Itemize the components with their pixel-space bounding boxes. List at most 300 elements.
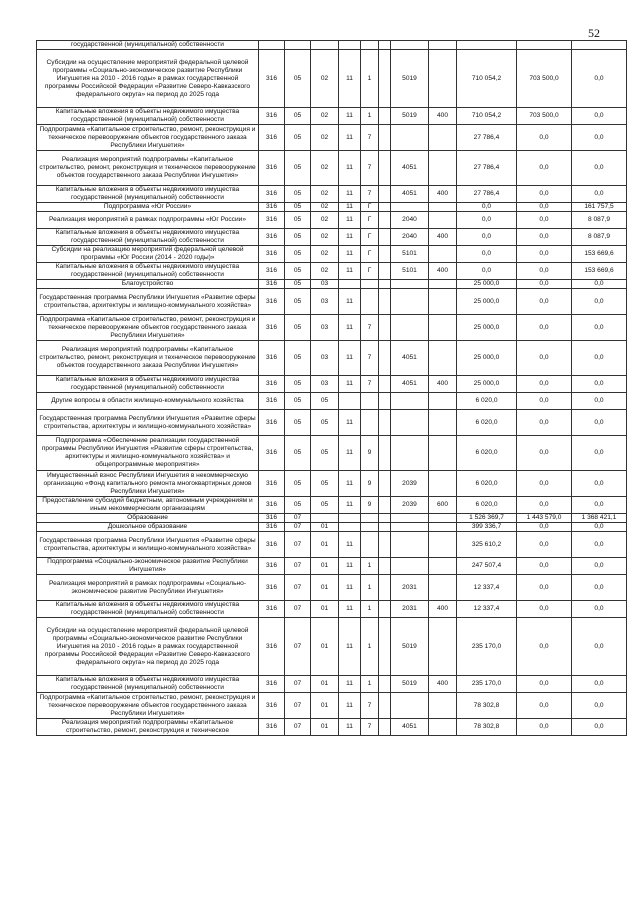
table-row bbox=[37, 471, 627, 497]
cell-v2: 0,0 bbox=[517, 246, 572, 263]
cell-cs3 bbox=[379, 108, 391, 125]
cell-cs3 bbox=[379, 676, 391, 693]
table-row bbox=[37, 558, 627, 575]
cell-cs1: 11 bbox=[339, 471, 361, 497]
cell-v2: 0,0 bbox=[517, 186, 572, 203]
cell-vr bbox=[429, 719, 457, 736]
cell-vr: 400 bbox=[429, 601, 457, 618]
cell-name: Реализация мероприятий подпрограммы «Капитальное строительство, ремонт, реконструкция и техническое bbox=[37, 719, 259, 736]
cell-vr: 600 bbox=[429, 497, 457, 514]
cell-cs2: 1 bbox=[361, 108, 379, 125]
cell-name: Реализация мероприятий в рамках подпрограммы «Социально-экономическое развитие Республики Ингушетия» bbox=[37, 575, 259, 601]
cell-cs3 bbox=[379, 393, 391, 410]
cell-v1: 12 337,4 bbox=[457, 601, 517, 618]
cell-podrazdel: 05 bbox=[311, 393, 339, 410]
cell-v2: 0,0 bbox=[517, 618, 572, 676]
cell-cs4: 2040 bbox=[391, 212, 429, 229]
cell-admin: 316 bbox=[259, 676, 285, 693]
cell-vr bbox=[429, 393, 457, 410]
cell-razdel: 05 bbox=[285, 376, 311, 393]
cell-cs1: 11 bbox=[339, 618, 361, 676]
cell-cs4 bbox=[391, 125, 429, 151]
cell-cs4: 2039 bbox=[391, 497, 429, 514]
cell-v1 bbox=[457, 41, 517, 50]
cell-v1: 235 170,0 bbox=[457, 676, 517, 693]
cell-admin: 316 bbox=[259, 497, 285, 514]
cell-v3 bbox=[572, 41, 627, 50]
cell-cs1: 11 bbox=[339, 719, 361, 736]
cell-podrazdel: 02 bbox=[311, 108, 339, 125]
cell-cs1: 11 bbox=[339, 186, 361, 203]
cell-v2: 0,0 bbox=[517, 471, 572, 497]
cell-v3: 0,0 bbox=[572, 575, 627, 601]
cell-cs2 bbox=[361, 280, 379, 289]
cell-v2: 703 500,0 bbox=[517, 50, 572, 108]
cell-cs3 bbox=[379, 246, 391, 263]
cell-cs1: 11 bbox=[339, 151, 361, 186]
cell-cs4 bbox=[391, 436, 429, 471]
cell-cs4 bbox=[391, 410, 429, 436]
cell-cs2: 7 bbox=[361, 693, 379, 719]
cell-v1: 6 020,0 bbox=[457, 471, 517, 497]
cell-v2: 0,0 bbox=[517, 393, 572, 410]
cell-cs4 bbox=[391, 532, 429, 558]
cell-cs3 bbox=[379, 203, 391, 212]
cell-v2: 0,0 bbox=[517, 693, 572, 719]
cell-cs4 bbox=[391, 280, 429, 289]
cell-razdel: 05 bbox=[285, 289, 311, 315]
cell-v2: 0,0 bbox=[517, 229, 572, 246]
cell-razdel: 07 bbox=[285, 575, 311, 601]
cell-v2: 0,0 bbox=[517, 558, 572, 575]
cell-v3: 0,0 bbox=[572, 341, 627, 376]
cell-admin: 316 bbox=[259, 263, 285, 280]
cell-name: Подпрограмма «Капитальное строительство, ремонт, реконструкция и техническое перевооружение объектов государственного заказа Республики Ингушетия» bbox=[37, 315, 259, 341]
cell-name: Реализация мероприятий в рамках подпрограммы «Юг России» bbox=[37, 212, 259, 229]
cell-cs3 bbox=[379, 212, 391, 229]
cell-name: Капитальные вложения в объекты недвижимого имущества государственной (муниципальной) собственности bbox=[37, 186, 259, 203]
cell-cs4: 4051 bbox=[391, 151, 429, 186]
cell-cs2: 7 bbox=[361, 125, 379, 151]
cell-cs2 bbox=[361, 41, 379, 50]
cell-cs3 bbox=[379, 693, 391, 719]
cell-razdel: 05 bbox=[285, 471, 311, 497]
cell-cs3 bbox=[379, 523, 391, 532]
cell-cs2 bbox=[361, 393, 379, 410]
cell-cs4: 5101 bbox=[391, 263, 429, 280]
cell-name: Капитальные вложения в объекты недвижимого имущества государственной (муниципальной) собственности bbox=[37, 676, 259, 693]
cell-cs4: 5019 bbox=[391, 108, 429, 125]
cell-podrazdel: 01 bbox=[311, 601, 339, 618]
cell-admin: 316 bbox=[259, 341, 285, 376]
table-row bbox=[37, 108, 627, 125]
cell-v3: 0,0 bbox=[572, 719, 627, 736]
cell-cs2: 1 bbox=[361, 618, 379, 676]
table-body bbox=[37, 41, 627, 736]
cell-v1: 399 336,7 bbox=[457, 523, 517, 532]
cell-cs2: 9 bbox=[361, 436, 379, 471]
table-row bbox=[37, 151, 627, 186]
cell-vr: 400 bbox=[429, 186, 457, 203]
table-row bbox=[37, 523, 627, 532]
cell-razdel: 07 bbox=[285, 601, 311, 618]
cell-v2: 0,0 bbox=[517, 280, 572, 289]
cell-cs1: 11 bbox=[339, 203, 361, 212]
cell-cs3 bbox=[379, 280, 391, 289]
cell-vr bbox=[429, 436, 457, 471]
cell-podrazdel: 05 bbox=[311, 436, 339, 471]
cell-cs1: 11 bbox=[339, 558, 361, 575]
cell-v1: 27 786,4 bbox=[457, 125, 517, 151]
cell-cs4: 4051 bbox=[391, 719, 429, 736]
cell-podrazdel: 01 bbox=[311, 618, 339, 676]
cell-v3: 0,0 bbox=[572, 186, 627, 203]
cell-v3: 8 087,9 bbox=[572, 229, 627, 246]
cell-razdel: 07 bbox=[285, 693, 311, 719]
cell-v2: 0,0 bbox=[517, 532, 572, 558]
cell-v3: 0,0 bbox=[572, 289, 627, 315]
cell-v1: 25 000,0 bbox=[457, 315, 517, 341]
cell-cs2 bbox=[361, 523, 379, 532]
cell-admin: 316 bbox=[259, 212, 285, 229]
cell-podrazdel: 01 bbox=[311, 719, 339, 736]
cell-cs2: 7 bbox=[361, 376, 379, 393]
cell-razdel: 05 bbox=[285, 212, 311, 229]
cell-cs3 bbox=[379, 315, 391, 341]
cell-podrazdel: 03 bbox=[311, 376, 339, 393]
cell-name: Капитальные вложения в объекты недвижимого имущества государственной (муниципальной) собственности bbox=[37, 376, 259, 393]
table-row bbox=[37, 186, 627, 203]
cell-vr bbox=[429, 246, 457, 263]
table-row bbox=[37, 125, 627, 151]
table-row bbox=[37, 341, 627, 376]
cell-vr bbox=[429, 523, 457, 532]
cell-razdel: 07 bbox=[285, 676, 311, 693]
cell-podrazdel: 02 bbox=[311, 212, 339, 229]
cell-podrazdel: 03 bbox=[311, 289, 339, 315]
cell-cs1: 11 bbox=[339, 108, 361, 125]
cell-podrazdel: 05 bbox=[311, 471, 339, 497]
cell-vr bbox=[429, 203, 457, 212]
cell-cs2 bbox=[361, 289, 379, 315]
cell-v1: 6 020,0 bbox=[457, 410, 517, 436]
cell-admin bbox=[259, 41, 285, 50]
cell-cs2: Г bbox=[361, 203, 379, 212]
cell-admin: 316 bbox=[259, 393, 285, 410]
cell-admin: 316 bbox=[259, 719, 285, 736]
cell-cs3 bbox=[379, 125, 391, 151]
cell-vr bbox=[429, 471, 457, 497]
cell-admin: 316 bbox=[259, 229, 285, 246]
cell-cs3 bbox=[379, 289, 391, 315]
cell-vr: 400 bbox=[429, 676, 457, 693]
cell-podrazdel: 02 bbox=[311, 151, 339, 186]
cell-podrazdel: 03 bbox=[311, 341, 339, 376]
cell-cs1: 11 bbox=[339, 246, 361, 263]
cell-cs3 bbox=[379, 341, 391, 376]
cell-v2: 0,0 bbox=[517, 289, 572, 315]
cell-v1: 1 526 369,7 bbox=[457, 514, 517, 523]
cell-v3: 0,0 bbox=[572, 315, 627, 341]
cell-name: Предоставление субсидий бюджетным, автономным учреждениям и иным некоммерческим организациям bbox=[37, 497, 259, 514]
cell-cs2: 1 bbox=[361, 676, 379, 693]
cell-name: Образование bbox=[37, 514, 259, 523]
cell-cs1: 11 bbox=[339, 229, 361, 246]
cell-admin: 316 bbox=[259, 315, 285, 341]
cell-cs4: 4051 bbox=[391, 341, 429, 376]
cell-v3: 0,0 bbox=[572, 125, 627, 151]
cell-v3: 153 669,6 bbox=[572, 246, 627, 263]
cell-cs3 bbox=[379, 229, 391, 246]
cell-v1: 25 000,0 bbox=[457, 280, 517, 289]
cell-cs1: 11 bbox=[339, 575, 361, 601]
cell-cs4: 2040 bbox=[391, 229, 429, 246]
cell-cs2: 1 bbox=[361, 601, 379, 618]
cell-admin: 316 bbox=[259, 186, 285, 203]
cell-cs3 bbox=[379, 471, 391, 497]
cell-admin: 316 bbox=[259, 532, 285, 558]
cell-podrazdel: 01 bbox=[311, 676, 339, 693]
cell-admin: 316 bbox=[259, 601, 285, 618]
cell-cs4 bbox=[391, 558, 429, 575]
table-row bbox=[37, 514, 627, 523]
cell-name: Субсидии на осуществление мероприятий федеральной целевой программы «Социально-экономическое развитие Республики Ингушетия на 2010 - 2016 годы» в рамках государственной программы Российской Федерации «Развитие Северо-Кавказского федерального округа» на период до 2025 года bbox=[37, 618, 259, 676]
cell-razdel: 05 bbox=[285, 497, 311, 514]
cell-v1: 0,0 bbox=[457, 203, 517, 212]
cell-v3: 0,0 bbox=[572, 436, 627, 471]
cell-cs2: 7 bbox=[361, 315, 379, 341]
budget-table bbox=[36, 40, 627, 736]
cell-podrazdel: 01 bbox=[311, 558, 339, 575]
cell-cs3 bbox=[379, 618, 391, 676]
cell-v2: 0,0 bbox=[517, 263, 572, 280]
cell-razdel: 05 bbox=[285, 108, 311, 125]
cell-name: Реализация мероприятий подпрограммы «Капитальное строительство, ремонт, реконструкция и техническое перевооружение объектов государственного заказа Республики Ингушетия» bbox=[37, 151, 259, 186]
cell-v1: 27 786,4 bbox=[457, 151, 517, 186]
cell-v1: 235 170,0 bbox=[457, 618, 517, 676]
table-row bbox=[37, 693, 627, 719]
cell-razdel: 05 bbox=[285, 50, 311, 108]
table-row bbox=[37, 289, 627, 315]
cell-v1: 325 610,2 bbox=[457, 532, 517, 558]
cell-cs2 bbox=[361, 532, 379, 558]
cell-v3: 0,0 bbox=[572, 532, 627, 558]
cell-podrazdel: 05 bbox=[311, 410, 339, 436]
cell-v2: 0,0 bbox=[517, 151, 572, 186]
cell-cs2: 1 bbox=[361, 575, 379, 601]
cell-vr: 400 bbox=[429, 108, 457, 125]
cell-admin: 316 bbox=[259, 410, 285, 436]
cell-podrazdel: 01 bbox=[311, 532, 339, 558]
cell-admin: 316 bbox=[259, 471, 285, 497]
cell-cs1: 11 bbox=[339, 693, 361, 719]
cell-cs1: 11 bbox=[339, 212, 361, 229]
cell-v3: 8 087,9 bbox=[572, 212, 627, 229]
cell-name: Подпрограмма «Обеспечение реализации государственной программы Республики Ингушетия «Развитие сферы строительства, архитектуры и жилищно-коммунального хозяйства» и общепрограммные мероприятия» bbox=[37, 436, 259, 471]
cell-cs1: 11 bbox=[339, 125, 361, 151]
cell-cs4: 5101 bbox=[391, 246, 429, 263]
cell-podrazdel: 02 bbox=[311, 229, 339, 246]
cell-razdel: 07 bbox=[285, 618, 311, 676]
cell-cs3 bbox=[379, 514, 391, 523]
cell-v1: 27 786,4 bbox=[457, 186, 517, 203]
cell-cs4: 2031 bbox=[391, 601, 429, 618]
cell-cs4 bbox=[391, 315, 429, 341]
table-row bbox=[37, 575, 627, 601]
cell-name: Другие вопросы в области жилищно-коммунального хозяйства bbox=[37, 393, 259, 410]
cell-name: Подпрограмма «Социально-экономическое развитие Республики Ингушетия» bbox=[37, 558, 259, 575]
cell-v3: 0,0 bbox=[572, 497, 627, 514]
table-row bbox=[37, 203, 627, 212]
table-row bbox=[37, 497, 627, 514]
cell-admin: 316 bbox=[259, 108, 285, 125]
cell-vr bbox=[429, 575, 457, 601]
cell-name: Подпрограмма «Капитальное строительство, ремонт, реконструкция и техническое перевооружение объектов государственного заказа Республики Ингушетия» bbox=[37, 693, 259, 719]
cell-razdel: 07 bbox=[285, 514, 311, 523]
cell-cs4 bbox=[391, 523, 429, 532]
cell-podrazdel: 02 bbox=[311, 203, 339, 212]
cell-name: Государственная программа Республики Ингушетия «Развитие сферы строительства, архитектуры и жилищно-коммунального хозяйства» bbox=[37, 532, 259, 558]
cell-cs3 bbox=[379, 436, 391, 471]
cell-v1: 12 337,4 bbox=[457, 575, 517, 601]
cell-v3: 0,0 bbox=[572, 676, 627, 693]
cell-admin: 316 bbox=[259, 514, 285, 523]
cell-vr bbox=[429, 558, 457, 575]
cell-cs1: 11 bbox=[339, 436, 361, 471]
cell-razdel: 05 bbox=[285, 341, 311, 376]
cell-cs3 bbox=[379, 601, 391, 618]
cell-name: Подпрограмма «Капитальное строительство, ремонт, реконструкция и техническое перевооружение объектов государственного заказа Республики Ингушетия» bbox=[37, 125, 259, 151]
cell-cs1: 11 bbox=[339, 601, 361, 618]
cell-v1: 78 302,8 bbox=[457, 719, 517, 736]
cell-razdel: 07 bbox=[285, 523, 311, 532]
cell-v1: 78 302,8 bbox=[457, 693, 517, 719]
page-number: 52 bbox=[588, 26, 600, 40]
cell-v2: 0,0 bbox=[517, 315, 572, 341]
cell-cs4: 5019 bbox=[391, 50, 429, 108]
cell-name: Капитальные вложения в объекты недвижимого имущества государственной (муниципальной) собственности bbox=[37, 229, 259, 246]
cell-v1: 0,0 bbox=[457, 263, 517, 280]
table-row bbox=[37, 280, 627, 289]
cell-name: Субсидии на осуществление мероприятий федеральной целевой программы «Социально-экономическое развитие Республики Ингушетия на 2010 - 2016 годы» в рамках государственной программы Российской Федерации «Развитие Северо-Кавказского федерального округа» на период до 2025 года bbox=[37, 50, 259, 108]
cell-razdel: 05 bbox=[285, 186, 311, 203]
cell-podrazdel: 03 bbox=[311, 315, 339, 341]
cell-v3: 0,0 bbox=[572, 50, 627, 108]
cell-cs3 bbox=[379, 719, 391, 736]
cell-cs3 bbox=[379, 263, 391, 280]
cell-v1: 6 020,0 bbox=[457, 436, 517, 471]
cell-cs4: 2039 bbox=[391, 471, 429, 497]
table-row bbox=[37, 263, 627, 280]
cell-admin: 316 bbox=[259, 436, 285, 471]
cell-v2: 0,0 bbox=[517, 410, 572, 436]
cell-vr bbox=[429, 212, 457, 229]
table-row bbox=[37, 50, 627, 108]
table-row bbox=[37, 532, 627, 558]
cell-cs2: 7 bbox=[361, 341, 379, 376]
cell-cs1 bbox=[339, 393, 361, 410]
cell-v2: 0,0 bbox=[517, 212, 572, 229]
cell-vr bbox=[429, 125, 457, 151]
cell-name: Капитальные вложения в объекты недвижимого имущества государственной (муниципальной) собственности bbox=[37, 263, 259, 280]
cell-razdel: 05 bbox=[285, 263, 311, 280]
cell-name: Имущественный взнос Республики Ингушетия в некоммерческую организацию «Фонд капитального ремонта многоквартирных домов Республики Ингушетия» bbox=[37, 471, 259, 497]
cell-v2: 0,0 bbox=[517, 676, 572, 693]
cell-name: Благоустройство bbox=[37, 280, 259, 289]
cell-admin: 316 bbox=[259, 289, 285, 315]
cell-v1: 710 054,2 bbox=[457, 108, 517, 125]
table-row bbox=[37, 719, 627, 736]
cell-cs1: 11 bbox=[339, 532, 361, 558]
cell-v1: 25 000,0 bbox=[457, 289, 517, 315]
cell-v1: 0,0 bbox=[457, 229, 517, 246]
table-row bbox=[37, 618, 627, 676]
cell-vr bbox=[429, 289, 457, 315]
cell-cs1: 11 bbox=[339, 410, 361, 436]
cell-cs1: 11 bbox=[339, 341, 361, 376]
cell-cs1: 11 bbox=[339, 50, 361, 108]
cell-cs2: 1 bbox=[361, 558, 379, 575]
cell-v3: 1 368 421,1 bbox=[572, 514, 627, 523]
table-row bbox=[37, 436, 627, 471]
cell-razdel: 05 bbox=[285, 280, 311, 289]
table-row bbox=[37, 41, 627, 50]
cell-razdel: 05 bbox=[285, 203, 311, 212]
cell-v3: 153 669,6 bbox=[572, 263, 627, 280]
cell-cs2: 9 bbox=[361, 471, 379, 497]
cell-podrazdel: 02 bbox=[311, 125, 339, 151]
cell-v3: 0,0 bbox=[572, 376, 627, 393]
cell-vr bbox=[429, 618, 457, 676]
cell-cs4 bbox=[391, 393, 429, 410]
cell-podrazdel: 03 bbox=[311, 280, 339, 289]
cell-cs3 bbox=[379, 410, 391, 436]
cell-admin: 316 bbox=[259, 523, 285, 532]
cell-name: Капитальные вложения в объекты недвижимого имущества государственной (муниципальной) собственности bbox=[37, 601, 259, 618]
cell-vr bbox=[429, 50, 457, 108]
cell-name: Государственная программа Республики Ингушетия «Развитие сферы строительства, архитектуры и жилищно-коммунального хозяйства» bbox=[37, 289, 259, 315]
cell-podrazdel: 02 bbox=[311, 186, 339, 203]
cell-name: Капитальные вложения в объекты недвижимого имущества государственной (муниципальной) собственности bbox=[37, 108, 259, 125]
cell-cs1: 11 bbox=[339, 497, 361, 514]
cell-v2: 0,0 bbox=[517, 523, 572, 532]
cell-admin: 316 bbox=[259, 203, 285, 212]
cell-v2 bbox=[517, 41, 572, 50]
cell-admin: 316 bbox=[259, 558, 285, 575]
cell-admin: 316 bbox=[259, 618, 285, 676]
cell-razdel: 07 bbox=[285, 558, 311, 575]
cell-cs2 bbox=[361, 410, 379, 436]
cell-v1: 0,0 bbox=[457, 246, 517, 263]
cell-podrazdel: 05 bbox=[311, 497, 339, 514]
cell-cs4 bbox=[391, 289, 429, 315]
cell-razdel: 07 bbox=[285, 532, 311, 558]
cell-cs3 bbox=[379, 41, 391, 50]
table-row bbox=[37, 393, 627, 410]
cell-podrazdel: 01 bbox=[311, 523, 339, 532]
cell-v2: 0,0 bbox=[517, 601, 572, 618]
cell-v3: 0,0 bbox=[572, 618, 627, 676]
cell-v1: 710 054,2 bbox=[457, 50, 517, 108]
cell-name: Реализация мероприятий подпрограммы «Капитальное строительство, ремонт, реконструкция и техническое перевооружение объектов государственного заказа Республики Ингушетия» bbox=[37, 341, 259, 376]
cell-cs1 bbox=[339, 280, 361, 289]
cell-razdel: 05 bbox=[285, 151, 311, 186]
cell-vr bbox=[429, 41, 457, 50]
cell-razdel: 05 bbox=[285, 393, 311, 410]
table-row bbox=[37, 676, 627, 693]
cell-cs2: Г bbox=[361, 246, 379, 263]
cell-cs2: 7 bbox=[361, 151, 379, 186]
